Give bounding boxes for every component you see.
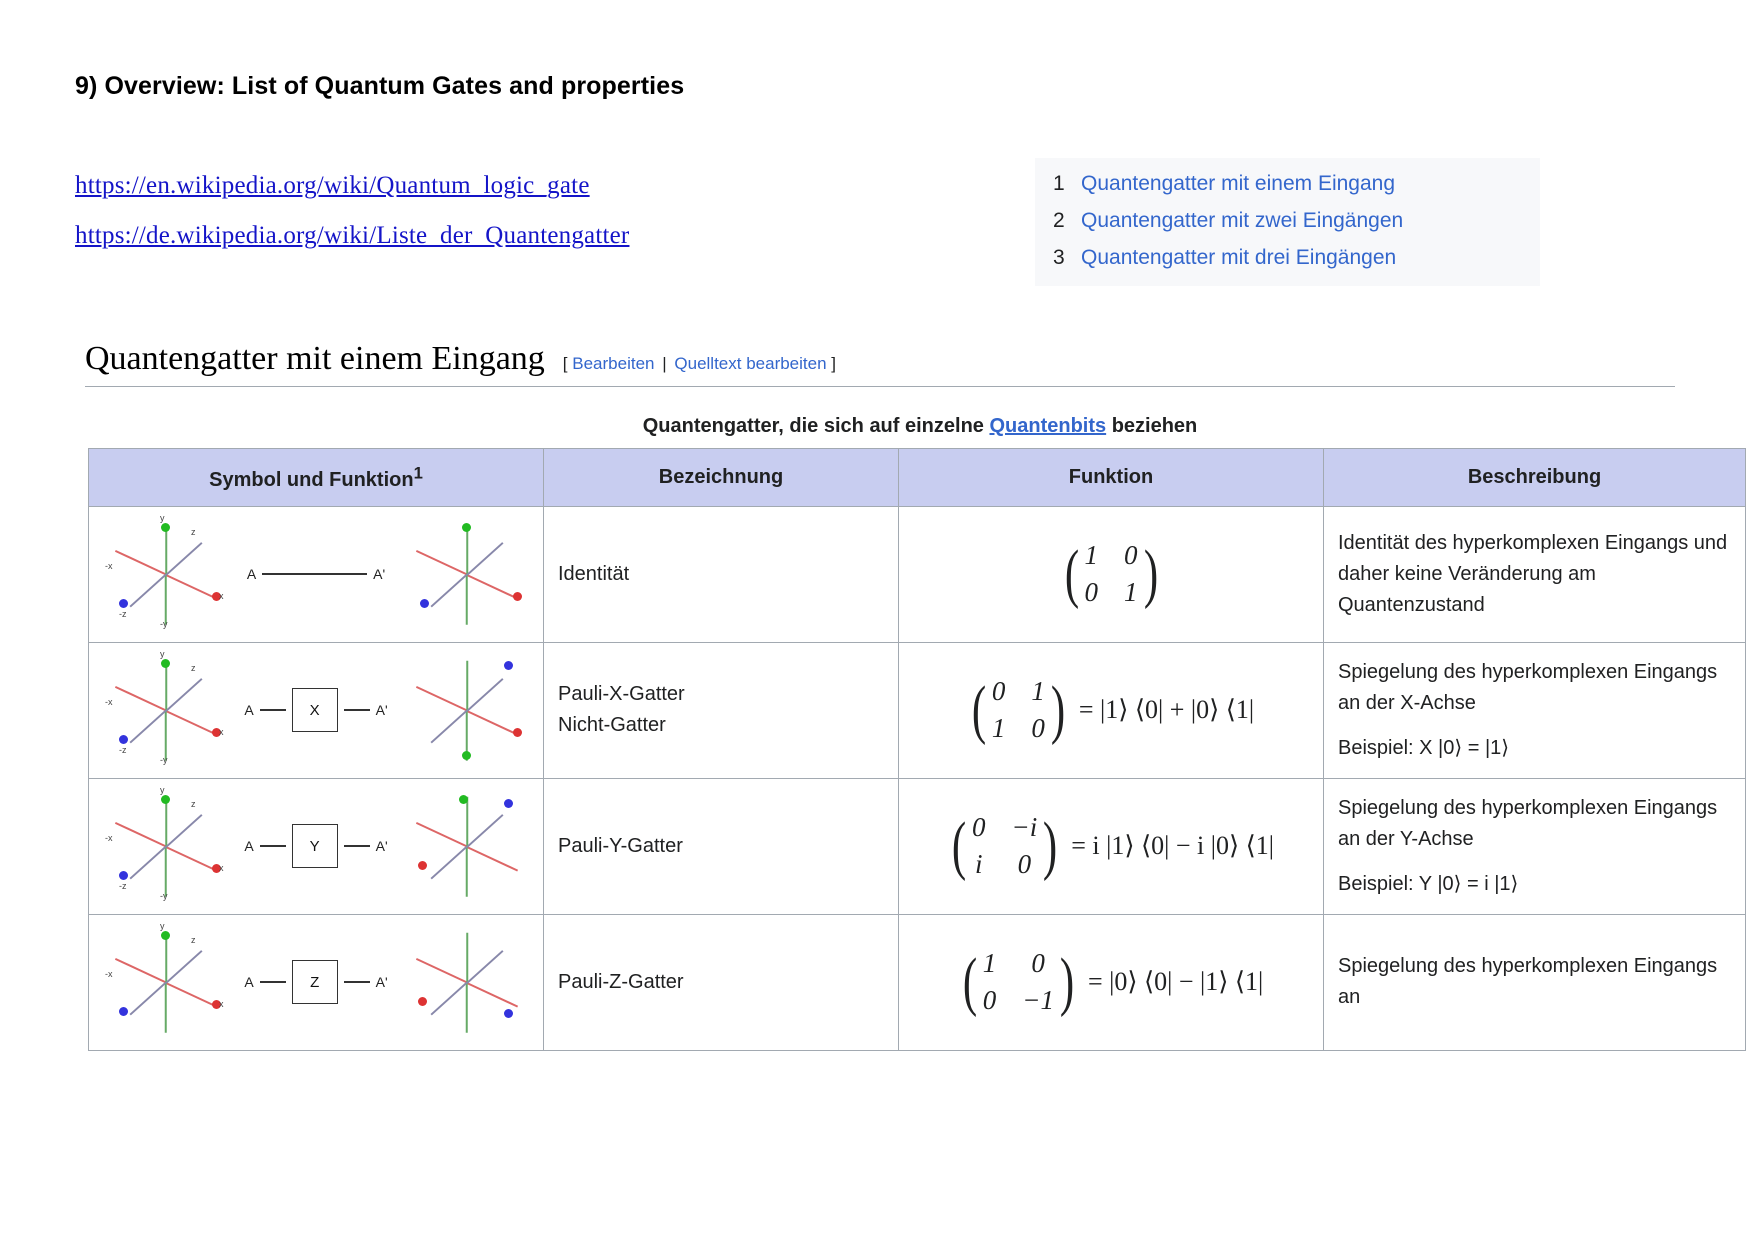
bloch-sphere-result-icon xyxy=(404,789,529,904)
matrix-cell: 0 xyxy=(1031,948,1045,979)
wire-in-label: A xyxy=(244,838,254,855)
paren-right: ) xyxy=(1050,673,1066,747)
matrix-cell: 1 xyxy=(991,713,1006,744)
cell-funktion xyxy=(899,778,1324,914)
cell-bezeichnung xyxy=(544,914,899,1050)
column-header-bezeichnung: Bezeichnung xyxy=(544,449,899,507)
matrix-cell: 0 xyxy=(1017,849,1032,880)
cell-bezeichnung xyxy=(544,778,899,914)
matrix-cell: 1 xyxy=(1031,676,1045,707)
matrix-cell: 0 xyxy=(1124,540,1138,571)
cell-beschreibung xyxy=(1324,506,1746,642)
matrix xyxy=(1061,537,1162,611)
description-text: Spiegelung des hyperkomplexen Eingangs an xyxy=(1338,955,1718,1009)
edit-separator: | xyxy=(662,354,667,373)
section-title: Quantengatter mit einem Eingang xyxy=(85,340,545,377)
circuit-wire xyxy=(232,566,400,582)
table-header-row xyxy=(89,449,1746,507)
description-text: Spiegelung des hyperkomplexen Eingangs an der X-Achse xyxy=(1338,660,1718,714)
gate-name: Identität xyxy=(558,562,630,585)
matrix-cell: 1 xyxy=(1124,577,1138,608)
description-text: Identität des hyperkomplexen Eingangs und daher keine Veränderung am Quantenzustand xyxy=(1338,531,1728,616)
paren-left: ( xyxy=(951,809,967,883)
gate-name: Pauli-X-Gatter xyxy=(558,683,685,706)
cell-funktion xyxy=(899,914,1324,1050)
matrix-cell: 0 xyxy=(991,676,1006,707)
toc-item-1[interactable] xyxy=(1053,172,1522,196)
bloch-sphere-icon: y z -x x -z -y xyxy=(105,512,224,629)
quantum-gates-table xyxy=(88,448,1746,1051)
section-header xyxy=(85,340,1675,387)
toc-number: 1 xyxy=(1053,172,1065,195)
paren-right: ) xyxy=(1059,945,1075,1019)
caption-text-pre: Quantengatter, die sich auf einzelne xyxy=(642,415,990,437)
cell-beschreibung xyxy=(1324,642,1746,778)
description-example: Beispiel: Y |0⟩ = i |1⟩ xyxy=(1338,872,1519,895)
column-header-funktion: Funktion xyxy=(899,449,1324,507)
table-of-contents xyxy=(1035,158,1540,286)
wikipedia-en-link[interactable]: https://en.wikipedia.org/wiki/Quantum_logic_gate xyxy=(75,172,590,199)
column-header-symbol xyxy=(89,449,544,507)
cell-beschreibung xyxy=(1324,914,1746,1050)
bloch-sphere-result-icon xyxy=(404,517,529,632)
matrix-cell: 0 xyxy=(982,985,997,1016)
matrix xyxy=(959,945,1264,1019)
wire-in-label: A xyxy=(246,566,257,583)
gate-name: Pauli-Z-Gatter xyxy=(558,970,684,993)
paren-right: ) xyxy=(1143,537,1158,611)
bracket-close: ] xyxy=(831,354,837,373)
matrix-cell: 0 xyxy=(1084,577,1098,608)
matrix-cell: 0 xyxy=(1031,713,1045,744)
paren-left: ( xyxy=(1064,537,1079,611)
circuit-wire xyxy=(232,688,400,732)
matrix-cell: i xyxy=(975,849,983,880)
wire-in-label: A xyxy=(244,974,254,991)
cell-funktion xyxy=(899,506,1324,642)
matrix xyxy=(968,673,1255,747)
matrix-cell: −i xyxy=(1011,812,1038,843)
cell-funktion xyxy=(899,642,1324,778)
wire-in-label: A xyxy=(244,702,254,719)
wire-out-label: A' xyxy=(375,838,388,855)
gate-alt-name: Nicht-Gatter xyxy=(558,714,666,737)
toc-number: 3 xyxy=(1053,246,1065,269)
bloch-sphere-icon: y z -x x -z -y xyxy=(105,648,224,765)
paren-left: ( xyxy=(971,673,987,747)
cell-beschreibung xyxy=(1324,778,1746,914)
toc-number: 2 xyxy=(1053,209,1065,232)
table-row xyxy=(89,642,1746,778)
toc-label[interactable]: Quantengatter mit zwei Eingängen xyxy=(1081,209,1404,232)
section-edit-links xyxy=(563,354,836,374)
wire-out-label: A' xyxy=(373,566,386,583)
link-list xyxy=(75,172,855,272)
table-row xyxy=(89,506,1746,642)
matrix-equation: = |1⟩ ⟨0| + |0⟩ ⟨1| xyxy=(1078,695,1255,725)
wikipedia-de-link[interactable]: https://de.wikipedia.org/wiki/Liste_der_Quantengatter xyxy=(75,222,630,249)
matrix xyxy=(948,809,1274,883)
circuit-wire xyxy=(232,960,400,1004)
paren-left: ( xyxy=(962,945,977,1019)
paren-right: ) xyxy=(1043,809,1058,883)
toc-label[interactable]: Quantengatter mit drei Eingängen xyxy=(1081,246,1397,269)
matrix-cell: 0 xyxy=(972,812,986,843)
column-header-label: Symbol und Funktion$^1$ xyxy=(209,463,423,491)
edit-link[interactable]: Bearbeiten xyxy=(572,354,655,373)
matrix-cell: 1 xyxy=(982,948,997,979)
bloch-sphere-result-icon xyxy=(404,925,529,1040)
cell-symbol xyxy=(89,506,544,642)
toc-item-2[interactable] xyxy=(1053,209,1522,233)
bloch-sphere-icon: y z -x x xyxy=(103,925,228,1040)
cell-symbol xyxy=(89,778,544,914)
matrix-cell: −1 xyxy=(1022,985,1054,1016)
wire-out-label: A' xyxy=(375,702,388,719)
wire-out-label: A' xyxy=(375,974,388,991)
cell-symbol xyxy=(89,914,544,1050)
table-row xyxy=(89,778,1746,914)
gate-box-z: Z xyxy=(292,960,338,1004)
bracket-open: [ xyxy=(562,354,568,373)
cell-bezeichnung xyxy=(544,506,899,642)
matrix-cell: 1 xyxy=(1084,540,1098,571)
gate-box-x: X xyxy=(292,688,338,732)
column-header-beschreibung: Beschreibung xyxy=(1324,449,1746,507)
toc-label[interactable]: Quantengatter mit einem Eingang xyxy=(1081,172,1396,195)
toc-item-3[interactable] xyxy=(1053,246,1522,270)
bloch-sphere-icon: y z -x x -z -y xyxy=(105,784,224,901)
table-row xyxy=(89,914,1746,1050)
gate-name: Pauli-Y-Gatter xyxy=(558,834,683,857)
description-text: Spiegelung des hyperkomplexen Eingangs an der Y-Achse xyxy=(1338,796,1718,850)
description-example: Beispiel: X |0⟩ = |1⟩ xyxy=(1338,736,1510,759)
edit-source-link[interactable]: Quelltext bearbeiten xyxy=(674,354,827,373)
bloch-sphere-result-icon xyxy=(404,653,529,768)
gate-box-y: Y xyxy=(292,824,338,868)
circuit-wire xyxy=(232,824,400,868)
matrix-equation: = i |1⟩ ⟨0| − i |0⟩ ⟨1| xyxy=(1071,831,1274,861)
matrix-equation: = |0⟩ ⟨0| − |1⟩ ⟨1| xyxy=(1087,967,1264,997)
cell-bezeichnung xyxy=(544,642,899,778)
caption-text-post: beziehen xyxy=(1106,415,1198,437)
cell-symbol xyxy=(89,642,544,778)
quantenbits-link[interactable]: Quantenbits xyxy=(989,415,1107,437)
table-caption xyxy=(85,415,1754,438)
page-title: 9) Overview: List of Quantum Gates and properties xyxy=(75,72,685,100)
